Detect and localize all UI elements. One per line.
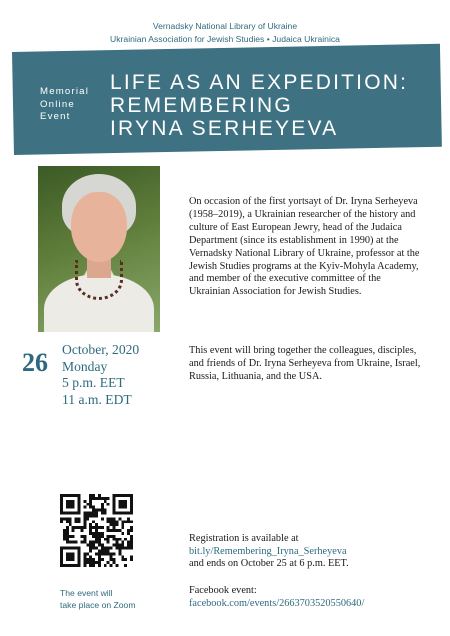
event-weekday: Monday — [62, 358, 108, 374]
event-title-line: REMEMBERING — [110, 94, 293, 117]
portrait-face — [71, 192, 127, 262]
facebook-info — [189, 585, 429, 610]
zoom-note — [60, 588, 170, 611]
organizer-line-1: Vernadsky National Library of Ukraine — [152, 21, 298, 31]
organizer-line-2: Ukrainian Association for Jewish Studies • Judaica Ukrainica — [110, 34, 340, 44]
event-title — [110, 71, 430, 140]
event-title-line: LIFE AS AN EXPEDITION: — [110, 71, 409, 94]
zoom-note-line: take place on Zoom — [60, 599, 136, 610]
event-month-year: October, 2020 — [62, 342, 140, 357]
event-day: 26 — [22, 348, 48, 377]
facebook-label: Facebook event: — [189, 585, 257, 596]
event-type-line: Online — [40, 98, 75, 110]
registration-deadline: and ends on October 25 at 6 p.m. EET. — [189, 558, 349, 570]
qr-code-icon[interactable] — [60, 494, 133, 567]
portrait-necklace — [75, 260, 123, 300]
registration-link[interactable]: bit.ly/Remembering_Iryna_Serheyeva — [189, 545, 347, 557]
event-time-edt: 11 a.m. EDT — [62, 391, 132, 407]
event-type-line: Memorial — [40, 86, 90, 97]
registration-info — [189, 533, 429, 571]
event-datetime — [62, 342, 139, 408]
portrait-photo — [38, 166, 160, 332]
bio-paragraph: On occasion of the first yortsayt of Dr. Iryna Serheyeva (1958–2019), a Ukrainian researcher of the history and culture of East European Jewry, head of the Judaica Department (since its establishment in 1990) at the Vernadsky National Library of Ukraine, professor at the Jewish Studies programs at the Kyiv-Mohyla Academy, and member of the executive committee of the Ukrainian Association for Jewish Studies. — [189, 196, 420, 298]
event-title-line: IRYNA SERHEYEVA — [110, 117, 339, 140]
event-time-eet: 5 p.m. EET — [62, 375, 125, 391]
event-description: This event will bring together the colleagues, disciples, and friends of Dr. Iryna Serheyeva from Ukraine, Israel, Russia, Lithuania, and the USA. — [189, 345, 421, 382]
event-type-label — [40, 86, 110, 124]
zoom-note-line: The event will — [60, 588, 113, 598]
facebook-link[interactable]: facebook.com/events/2663703520550640/ — [189, 597, 365, 609]
event-type-line: Event — [40, 111, 71, 122]
registration-intro: Registration is available at — [189, 533, 299, 544]
